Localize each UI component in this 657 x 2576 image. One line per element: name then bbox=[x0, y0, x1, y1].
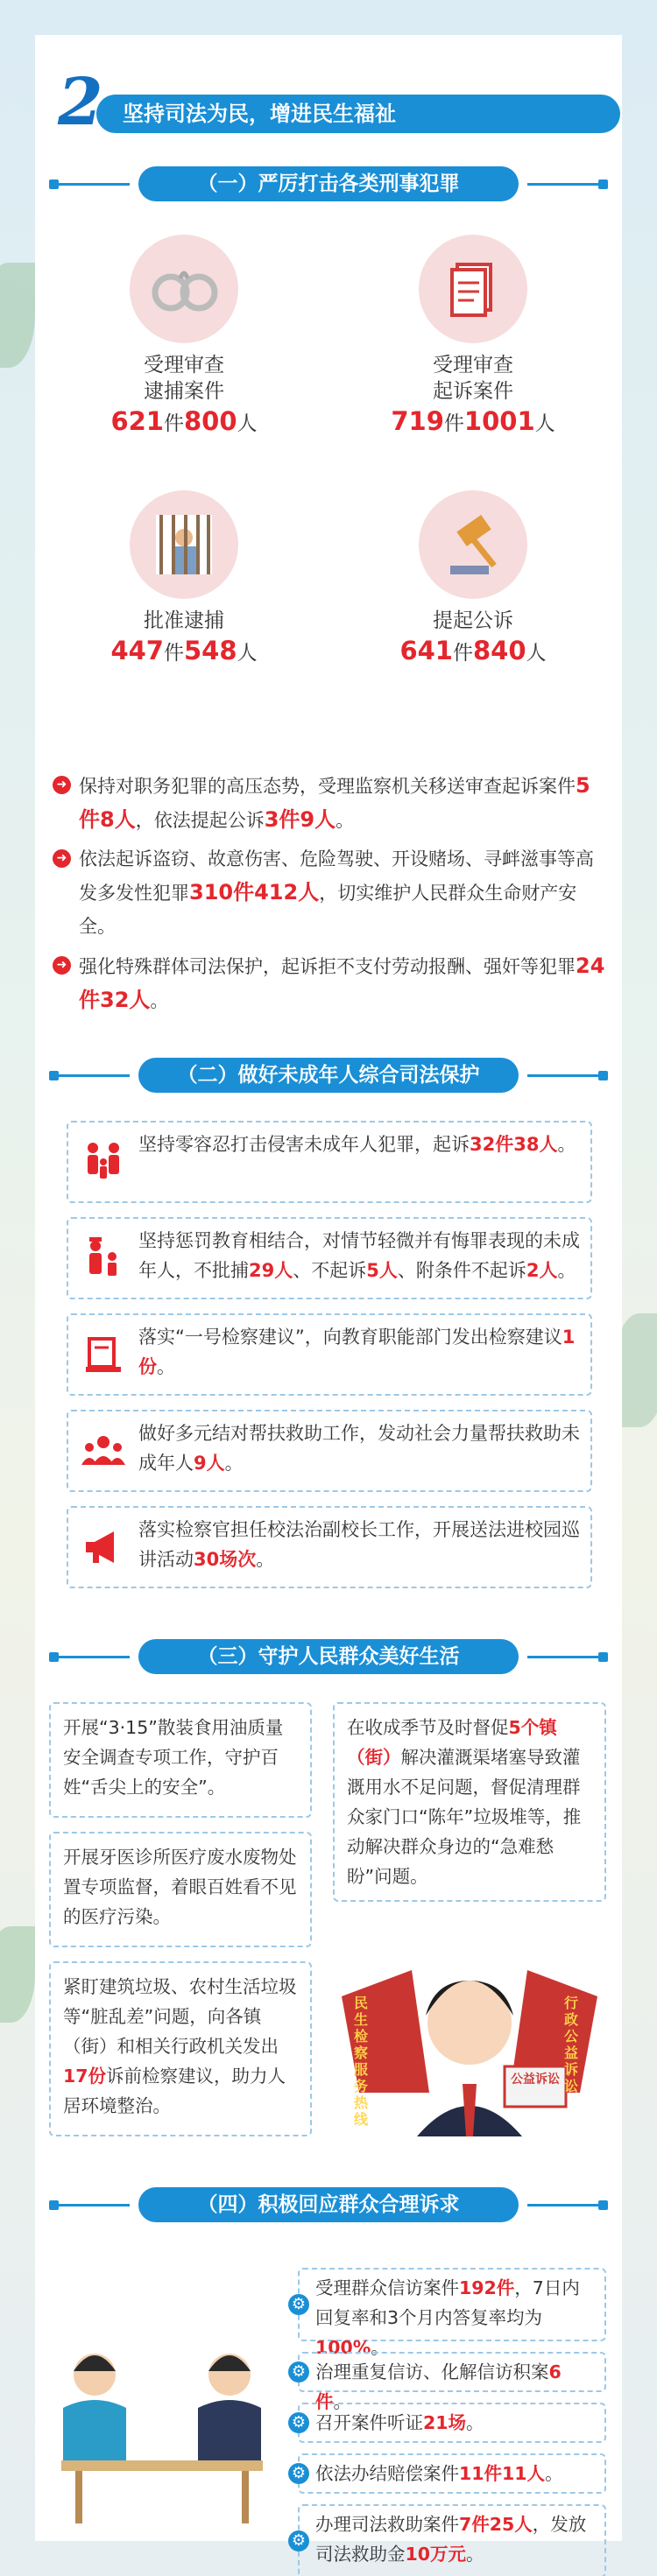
part1-bullet: ➜ 依法起诉盗窃、故意伤害、危险驾驶、开设赌场、寻衅滋事等高发多发性犯罪310件412人，切实维护人民群众生命财产安全。 bbox=[53, 842, 606, 943]
section-number: 2 bbox=[58, 65, 103, 140]
life-item: 在收成季节及时督促5个镇（街）解决灌溉渠堵塞导致灌溉用水不足问题，督促清理群众家门口“陈年”垃圾堆等，推动解决群众身边的“急难愁盼”问题。 bbox=[333, 1702, 606, 1902]
life-item: 开展“3·15”散装食用油质量安全调查专项工作，守护百姓“舌尖上的安全”。 bbox=[49, 1702, 312, 1818]
youth-item: 做好多元结对帮扶救助工作，发动社会力量帮扶救助未成年人9人。 bbox=[67, 1410, 592, 1492]
stat-value: 719件1001人 bbox=[391, 406, 555, 436]
complaint-item: ⚙ 依法办结赔偿案件11件11人。 bbox=[298, 2453, 606, 2494]
stat-label: 逮捕案件 bbox=[144, 380, 224, 403]
stat-value: 447件548人 bbox=[110, 636, 258, 665]
youth-item: 坚持惩罚教育相结合，对情节轻微并有悔罪表现的未成年人，不批捕29人、不起诉5人、附条件不起诉2人。 bbox=[67, 1217, 592, 1299]
part1-title: （一）严厉打击各类刑事犯罪 bbox=[138, 166, 519, 201]
arrow-icon: ➜ bbox=[53, 776, 71, 794]
gear-icon: ⚙ bbox=[288, 2294, 309, 2315]
youth-item: 坚持零容忍打击侵害未成年人犯罪，起诉32件38人。 bbox=[67, 1121, 592, 1203]
part1-bullet: ➜ 强化特殊群体司法保护，起诉拒不支付劳动报酬、强奸等犯罪24件32人。 bbox=[53, 949, 606, 1017]
part1-bullet: ➜ 保持对职务犯罪的高压态势，受理监察机关移送审查起诉案件5件8人，依法提起公诉3件9人。 bbox=[53, 769, 606, 837]
complaint-item: ⚙ 办理司法救助案件7件25人，发放司法救助金10万元。 bbox=[298, 2504, 606, 2576]
stat-label: 受理审查 bbox=[144, 354, 224, 377]
content-card bbox=[35, 35, 622, 2565]
gear-icon: ⚙ bbox=[288, 2361, 309, 2382]
stat-label: 起诉案件 bbox=[433, 380, 513, 403]
arrow-icon: ➜ bbox=[53, 956, 71, 975]
stat-label: 受理审查 bbox=[433, 354, 513, 377]
family-icon bbox=[81, 1139, 126, 1185]
complaint-item: ⚙ 召开案件听证21场。 bbox=[298, 2403, 606, 2443]
consultation-illustration bbox=[44, 2329, 280, 2530]
youth-item: 落实“一号检察建议”，向教育职能部门发出检察建议1份。 bbox=[67, 1313, 592, 1396]
megaphone-icon bbox=[81, 1524, 126, 1570]
document-icon bbox=[419, 235, 527, 343]
complaint-item: ⚙ 受理群众信访案件192件，7日内回复率和3个月内答复率均为100%。 bbox=[298, 2268, 606, 2341]
leaf-decoration bbox=[0, 1926, 35, 2023]
public-interest-sign: 公益诉讼 bbox=[511, 2073, 560, 2087]
prison-bars-icon bbox=[130, 490, 238, 599]
part4-title: （四）积极回应群众合理诉求 bbox=[138, 2187, 519, 2222]
gavel-icon bbox=[419, 490, 527, 599]
life-item: 紧盯建筑垃圾、农村生活垃圾等“脏乱差”问题，向各镇（街）和相关行政机关发出17份诉前检察建议，助力人居环境整治。 bbox=[49, 1961, 312, 2136]
handcuffs-icon bbox=[130, 235, 238, 343]
stat-arrest-review bbox=[53, 235, 315, 440]
gear-icon: ⚙ bbox=[288, 2530, 309, 2551]
part2-header bbox=[35, 1058, 622, 1093]
guardian-child-icon bbox=[81, 1235, 126, 1281]
banner-left: 民生检察服务热线 bbox=[354, 1995, 369, 2128]
youth-item: 落实检察官担任校法治副校长工作，开展送法进校园巡讲活动30场次。 bbox=[67, 1506, 592, 1588]
stat-value: 641件840人 bbox=[399, 636, 547, 665]
gear-icon: ⚙ bbox=[288, 2412, 309, 2433]
stat-label: 批准逮捕 bbox=[144, 609, 224, 632]
life-item: 开展牙医诊所医疗废水废物处置专项监督，着眼百姓看不见的医疗污染。 bbox=[49, 1832, 312, 1947]
part2-title: （二）做好未成年人综合司法保护 bbox=[138, 1058, 519, 1093]
banner-right: 行政公益诉讼 bbox=[564, 1995, 579, 2094]
arrow-icon: ➜ bbox=[53, 849, 71, 868]
leaf-decoration bbox=[0, 263, 35, 368]
complaint-item: ⚙ 治理重复信访、化解信访积案6件。 bbox=[298, 2352, 606, 2392]
group-icon bbox=[81, 1428, 126, 1474]
stat-value: 621件800人 bbox=[110, 406, 258, 436]
part3-title: （三）守护人民群众美好生活 bbox=[138, 1639, 519, 1674]
section-header bbox=[42, 65, 622, 140]
stat-label: 提起公诉 bbox=[433, 609, 513, 632]
part1-header bbox=[35, 166, 622, 201]
stat-arrest-approved bbox=[53, 490, 315, 670]
proposal-icon bbox=[81, 1332, 126, 1377]
gear-icon: ⚙ bbox=[288, 2463, 309, 2484]
section-title: 坚持司法为民，增进民生福祉 bbox=[96, 95, 620, 133]
stat-prosecution-filed bbox=[342, 490, 604, 670]
part3-header bbox=[35, 1639, 622, 1674]
prosecutor-illustration bbox=[333, 1918, 606, 2136]
part4-header bbox=[35, 2187, 622, 2222]
stat-prosecution-review bbox=[342, 235, 604, 440]
